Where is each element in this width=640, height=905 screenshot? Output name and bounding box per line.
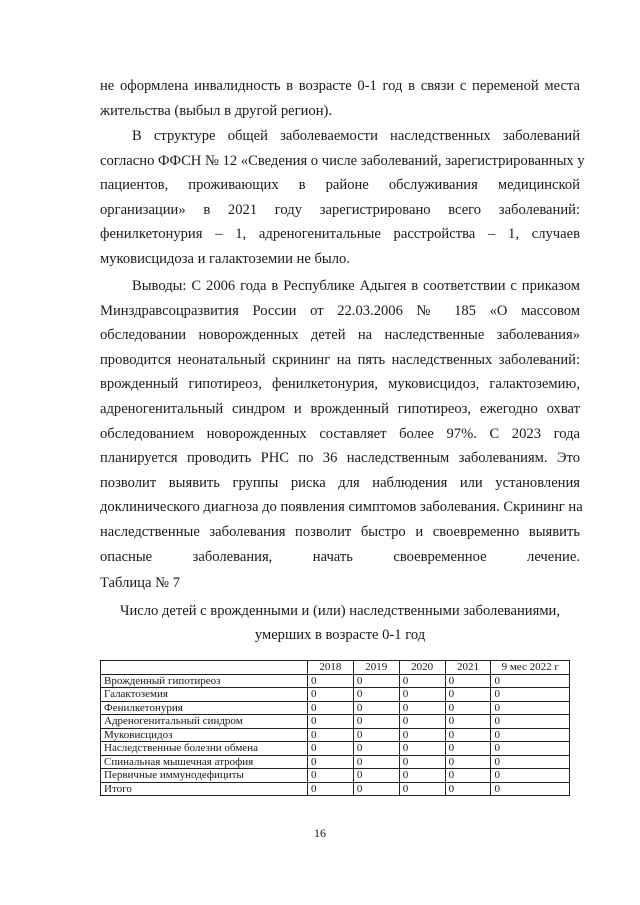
value-cell: 0 xyxy=(307,755,353,769)
value-cell: 0 xyxy=(445,769,491,783)
row-label-cell: Галактоземия xyxy=(101,688,308,702)
row-label-cell: Врожденный гипотиреоз xyxy=(101,674,308,688)
value-cell: 0 xyxy=(353,674,399,688)
value-cell: 0 xyxy=(307,674,353,688)
text-line: обследованием новорожденных составляет более 97%. С 2023 года xyxy=(100,425,580,442)
value-cell: 0 xyxy=(307,742,353,756)
table-row xyxy=(101,688,570,702)
row-label-cell: Итого xyxy=(101,782,308,796)
text-line: наследственные заболевания позволит быстро и своевременно выявить xyxy=(100,523,580,540)
row-label-cell: Муковисцидоз xyxy=(101,728,308,742)
value-cell: 0 xyxy=(353,728,399,742)
value-cell: 0 xyxy=(491,715,570,729)
paragraph-1 xyxy=(100,74,580,123)
text-line: адреногенитальный синдром и врожденный гипотиреоз, ежегодно охват xyxy=(100,400,580,417)
table-row xyxy=(101,769,570,783)
text-line: организации» в 2021 году зарегистрировано всего заболеваний: xyxy=(100,201,580,218)
value-cell: 0 xyxy=(491,755,570,769)
value-cell: 0 xyxy=(307,715,353,729)
table-caption: Число детей с врожденными и (или) наследственными заболеваниями, xyxy=(119,603,561,619)
text-line: доклинического диагноза до появления симптомов заболевания. Скрининг на xyxy=(100,499,583,516)
table-caption-line-2: умерших в возрасте 0-1 год xyxy=(254,627,426,643)
row-label-cell: Спинальная мышечная атрофия xyxy=(101,755,308,769)
table-header-cell xyxy=(101,661,308,675)
value-cell: 0 xyxy=(353,715,399,729)
value-cell: 0 xyxy=(399,782,445,796)
value-cell: 0 xyxy=(445,728,491,742)
row-label-cell: Адреногенитальный синдром xyxy=(101,715,308,729)
text-line: обследовании новорожденных детей на наследственные заболевания» xyxy=(100,327,580,344)
row-label-cell: Первичные иммунодефициты xyxy=(101,769,308,783)
value-cell: 0 xyxy=(445,782,491,796)
paragraph-3-conclusions xyxy=(100,274,583,569)
table-row xyxy=(101,755,570,769)
value-cell: 0 xyxy=(399,742,445,756)
table-row xyxy=(101,782,570,796)
table-row xyxy=(101,715,570,729)
value-cell: 0 xyxy=(445,715,491,729)
text-line: согласно ФФСН № 12 «Сведения о числе заболеваний, зарегистрированных у xyxy=(100,152,585,169)
value-cell: 0 xyxy=(491,728,570,742)
table-row xyxy=(101,728,570,742)
table-row xyxy=(101,701,570,715)
table-header-row xyxy=(101,661,570,675)
table-row xyxy=(101,674,570,688)
value-cell: 0 xyxy=(445,755,491,769)
value-cell: 0 xyxy=(307,769,353,783)
value-cell: 0 xyxy=(307,701,353,715)
value-cell: 0 xyxy=(491,782,570,796)
paragraph-2 xyxy=(100,124,585,272)
table-header-cell: 2021 xyxy=(445,661,491,675)
text-line: Выводы: С 2006 года в Республике Адыгея в соответствии с приказом xyxy=(132,278,580,294)
table-label: Таблица № 7 xyxy=(100,575,180,591)
text-line: Минздравсоцразвития России от 22.03.2006 № 185 «О массовом xyxy=(100,302,580,319)
value-cell: 0 xyxy=(491,688,570,702)
page-number: 16 xyxy=(314,826,326,840)
table-header-cell: 9 мес 2022 г xyxy=(491,661,570,675)
row-label-cell: Наследственные болезни обмена xyxy=(101,742,308,756)
row-label-cell: Фенилкетонурия xyxy=(101,701,308,715)
value-cell: 0 xyxy=(445,688,491,702)
value-cell: 0 xyxy=(307,728,353,742)
value-cell: 0 xyxy=(445,674,491,688)
text-line: не оформлена инвалидность в возрасте 0-1 год в связи с переменой места xyxy=(100,78,580,94)
text-line: фенилкетонурия – 1, адреногенитальные расстройства – 1, случаев xyxy=(100,226,580,243)
value-cell: 0 xyxy=(399,769,445,783)
value-cell: 0 xyxy=(445,701,491,715)
table-header-cell: 2019 xyxy=(353,661,399,675)
value-cell: 0 xyxy=(491,674,570,688)
table-header-cell: 2018 xyxy=(307,661,353,675)
value-cell: 0 xyxy=(307,688,353,702)
data-table xyxy=(100,660,570,796)
value-cell: 0 xyxy=(491,769,570,783)
value-cell: 0 xyxy=(445,742,491,756)
value-cell: 0 xyxy=(399,688,445,702)
text-line: врожденный гипотиреоз, фенилкетонурия, муковисцидоз, галактоземию, xyxy=(100,376,580,393)
value-cell: 0 xyxy=(353,769,399,783)
value-cell: 0 xyxy=(491,701,570,715)
value-cell: 0 xyxy=(353,755,399,769)
value-cell: 0 xyxy=(353,742,399,756)
text-line: планируется проводить РНС по 36 наследственным заболеваниям. Это xyxy=(100,450,580,467)
text-line: пациентов, проживающих в районе обслуживания медицинской xyxy=(100,177,580,194)
text-line: В структуре общей заболеваемости наследственных заболеваний xyxy=(132,128,580,144)
table-row xyxy=(101,742,570,756)
value-cell: 0 xyxy=(399,701,445,715)
value-cell: 0 xyxy=(399,674,445,688)
text-line: позволит выявить группы риска для наблюдения или установления xyxy=(100,474,580,491)
value-cell: 0 xyxy=(307,782,353,796)
text-line: муковисцидоза и галактоземии не было. xyxy=(100,250,350,267)
value-cell: 0 xyxy=(491,742,570,756)
text-line: жительства (выбыл в другой регион). xyxy=(100,102,333,119)
value-cell: 0 xyxy=(353,688,399,702)
text-line: опасные заболевания, начать своевременное лечение. xyxy=(100,548,580,565)
table-header-cell: 2020 xyxy=(399,661,445,675)
value-cell: 0 xyxy=(399,728,445,742)
value-cell: 0 xyxy=(399,715,445,729)
value-cell: 0 xyxy=(353,701,399,715)
value-cell: 0 xyxy=(353,782,399,796)
text-line: проводится неонатальный скрининг на пять наследственных заболеваний: xyxy=(100,351,580,368)
value-cell: 0 xyxy=(399,755,445,769)
